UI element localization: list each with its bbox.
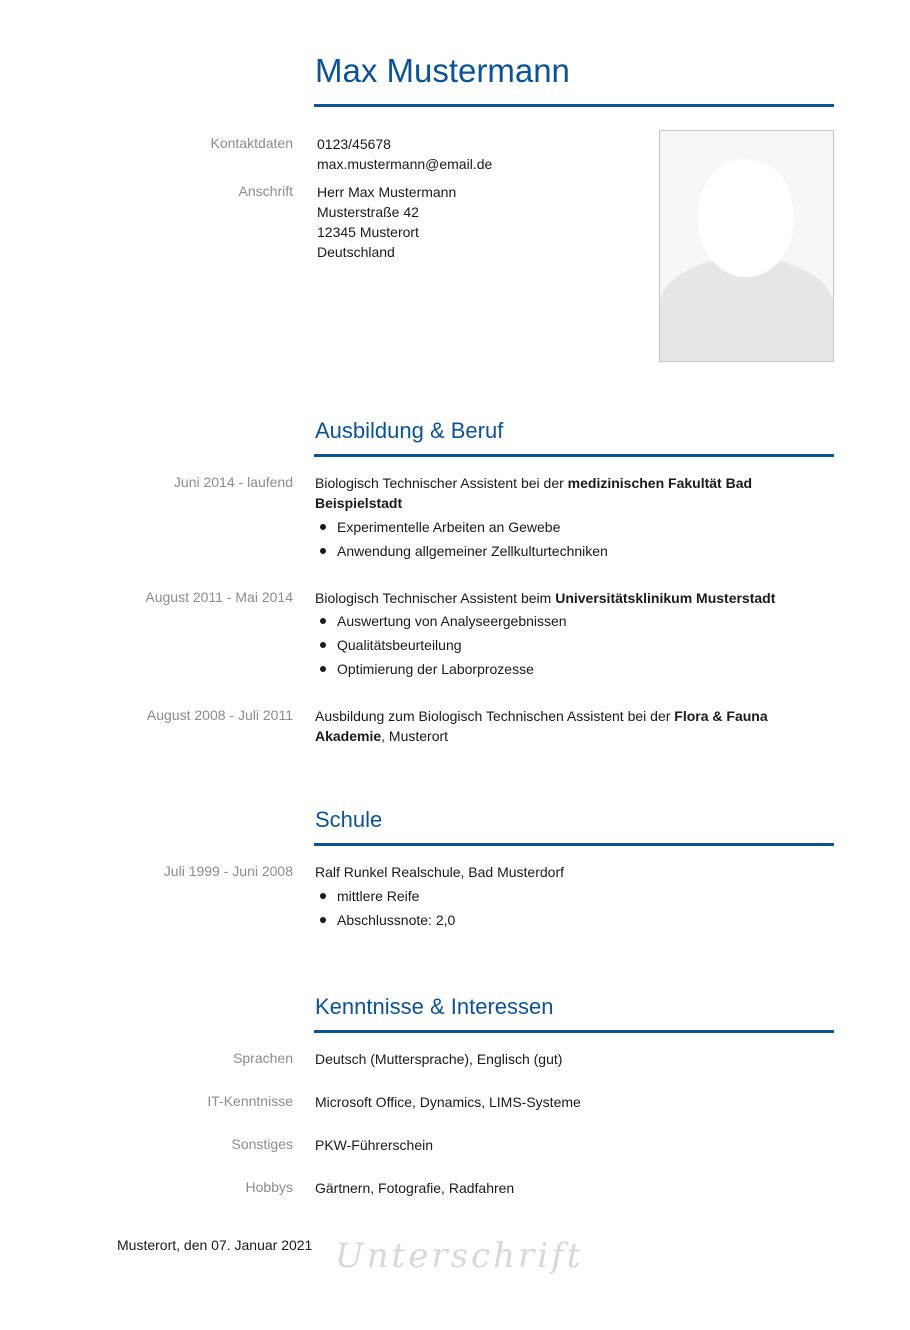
address-line-country: Deutschland (317, 244, 395, 260)
address-line-city: 12345 Musterort (317, 224, 419, 240)
bullet-icon (320, 642, 326, 648)
section-divider-schule (314, 843, 834, 846)
skill-label-it: IT-Kenntnisse (207, 1093, 293, 1109)
section-title-ausbildung: Ausbildung & Beruf (315, 418, 504, 443)
list-item: Experimentelle Arbeiten an Gewebe (315, 517, 608, 541)
list-item: Qualitätsbeurteilung (315, 635, 567, 659)
entry-date: Juni 2014 - laufend (173, 474, 293, 490)
entry-description: Ausbildung zum Biologisch Technischen Assistent bei der Flora & Fauna Akademie, Musterort (315, 708, 768, 744)
skill-label-sonstiges: Sonstiges (231, 1136, 293, 1152)
bullet-icon (320, 917, 326, 923)
entry-description: Biologisch Technischer Assistent beim Universitätsklinikum Musterstadt (315, 590, 776, 606)
entry-bullets (315, 517, 608, 565)
signature: Unterschrift (335, 1236, 584, 1276)
list-item: Abschlussnote: 2,0 (315, 910, 455, 934)
address-label: Anschrift (238, 183, 293, 199)
entry-bullets (315, 611, 567, 683)
skill-label-sprachen: Sprachen (233, 1050, 293, 1066)
skill-value-hobbys: Gärtnern, Fotografie, Radfahren (315, 1180, 515, 1196)
email-address: max.mustermann@email.de (317, 156, 493, 172)
entry-date: Juli 1999 - Juni 2008 (163, 863, 293, 879)
skill-value-it: Microsoft Office, Dynamics, LIMS-Systeme (315, 1094, 581, 1110)
bullet-icon (320, 524, 326, 530)
person-silhouette-icon (660, 131, 833, 361)
entry-bullets (315, 886, 455, 934)
place-date: Musterort, den 07. Januar 2021 (117, 1237, 313, 1253)
list-item: Optimierung der Laborprozesse (315, 659, 567, 683)
section-title-kenntnisse: Kenntnisse & Interessen (315, 994, 554, 1019)
section-divider-kenntnisse (314, 1030, 834, 1033)
skill-value-sprachen: Deutsch (Muttersprache), Englisch (gut) (315, 1051, 563, 1067)
list-item: Anwendung allgemeiner Zellkulturtechniken (315, 541, 608, 565)
profile-photo (659, 130, 834, 362)
bullet-icon (320, 618, 326, 624)
section-divider-ausbildung (314, 454, 834, 457)
skill-label-hobbys: Hobbys (245, 1179, 293, 1195)
header-divider (314, 104, 834, 107)
entry-description: Ralf Runkel Realschule, Bad Musterdorf (315, 864, 565, 880)
list-item: mittlere Reife (315, 886, 455, 910)
entry-description: Biologisch Technischer Assistent bei der medizinischen Fakultät Bad Beispielstadt (315, 475, 753, 511)
phone-number: 0123/45678 (317, 136, 391, 152)
address-line-name: Herr Max Mustermann (317, 184, 457, 200)
section-title-schule: Schule (315, 807, 383, 832)
bullet-icon (320, 548, 326, 554)
contact-label: Kontaktdaten (210, 135, 293, 151)
skill-value-sonstiges: PKW-Führerschein (315, 1137, 434, 1153)
bullet-icon (320, 666, 326, 672)
entry-date: August 2011 - Mai 2014 (145, 589, 293, 605)
bullet-icon (320, 893, 326, 899)
entry-date: August 2008 - Juli 2011 (146, 707, 293, 723)
address-line-street: Musterstraße 42 (317, 204, 419, 220)
list-item: Auswertung von Analyseergebnissen (315, 611, 567, 635)
page-title: Max Mustermann (315, 52, 570, 89)
